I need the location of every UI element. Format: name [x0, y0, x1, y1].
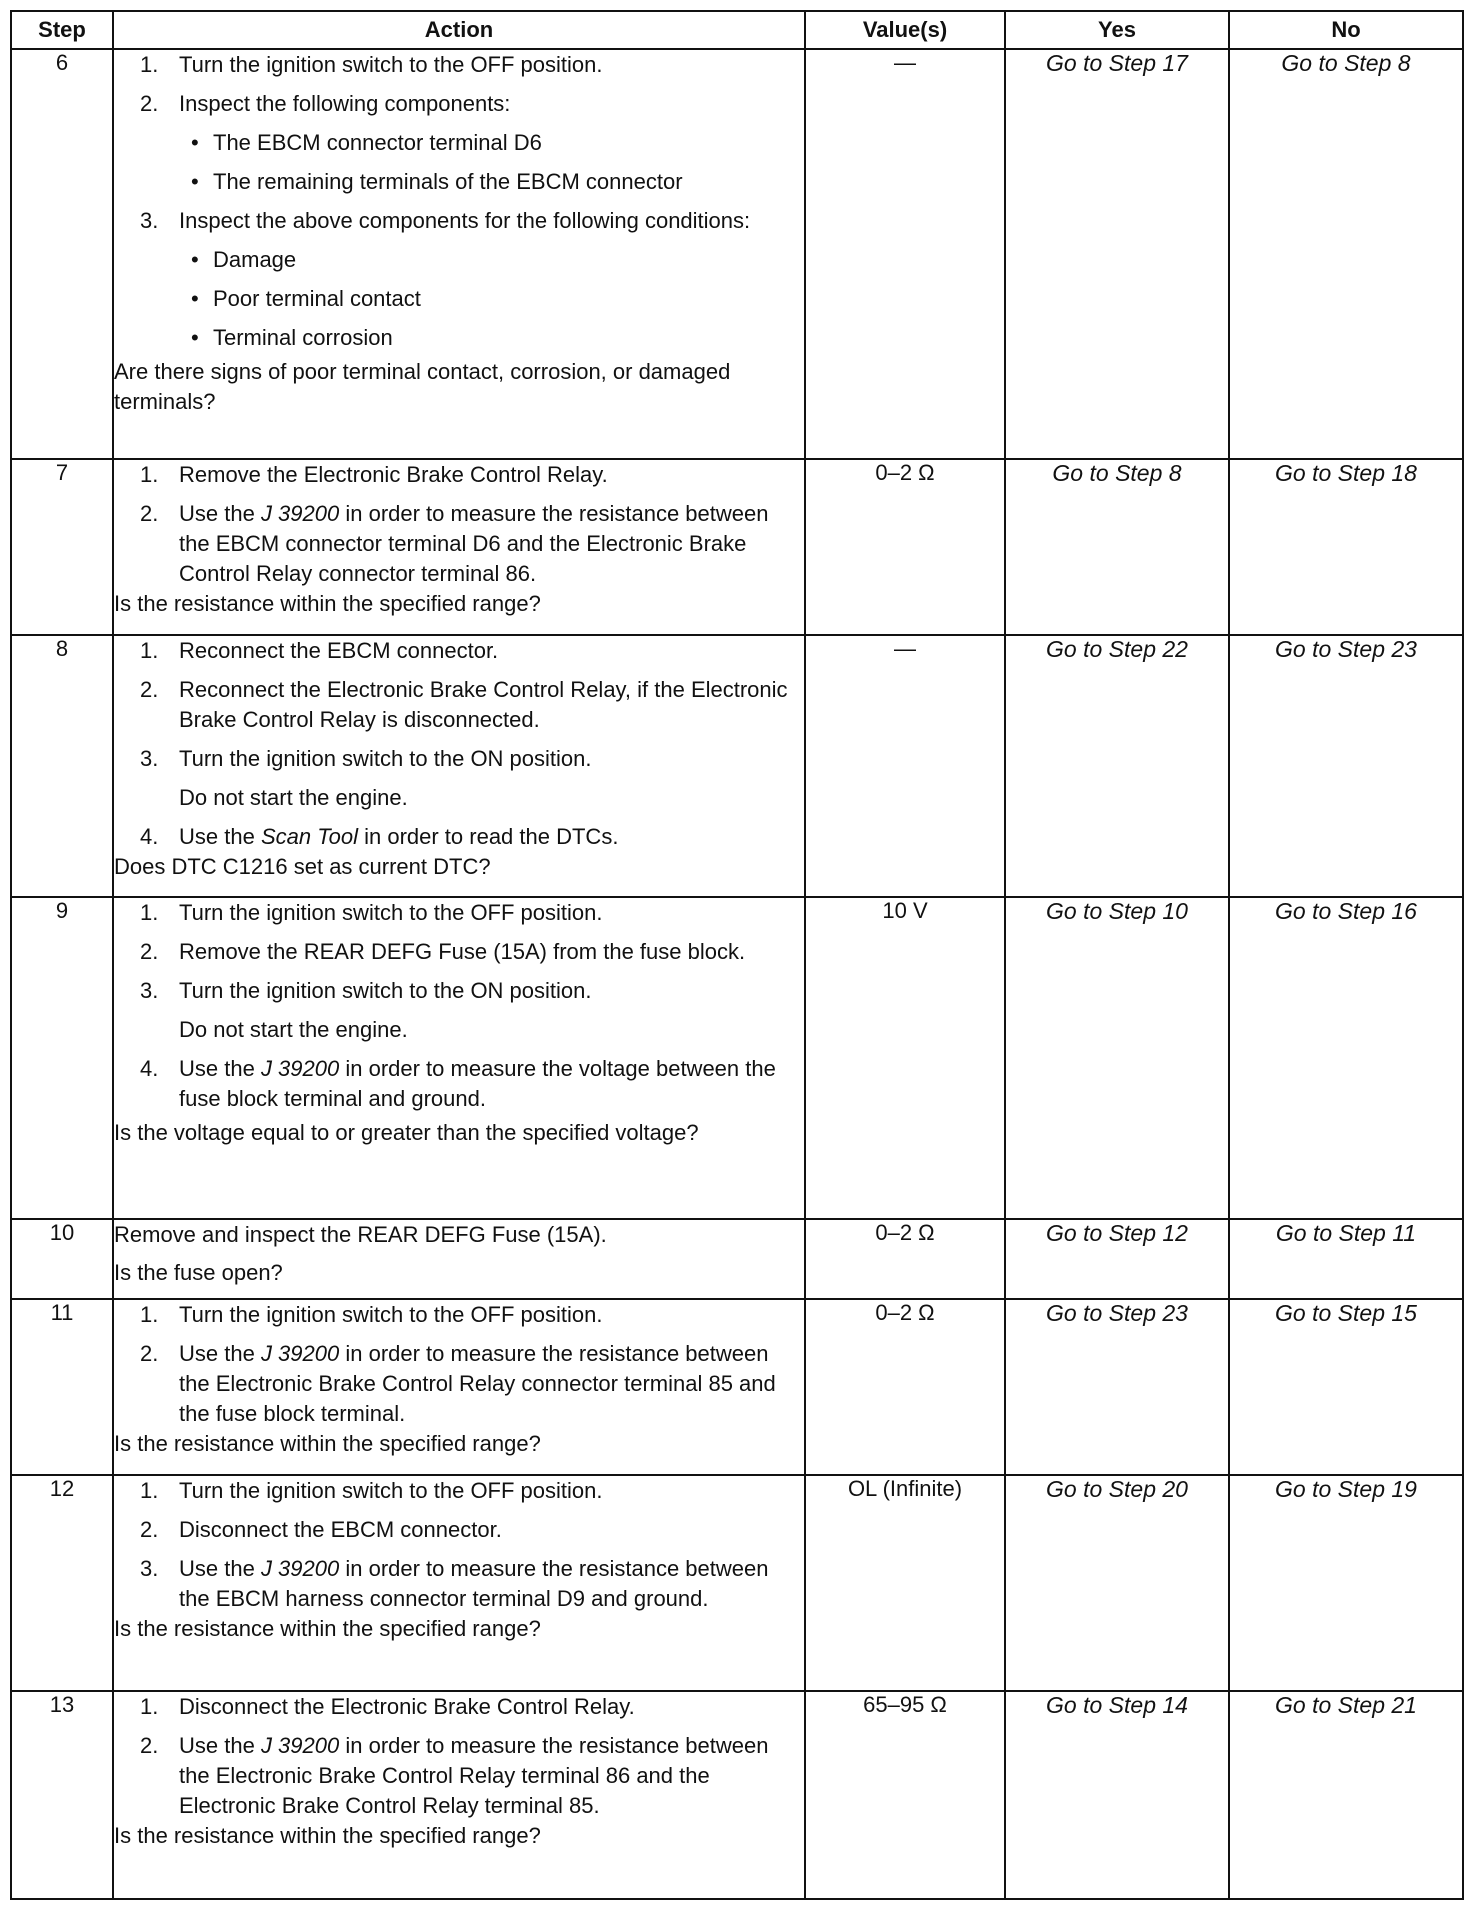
header-yes: Yes: [1005, 11, 1229, 49]
table-row: [11, 1475, 1463, 1691]
question-text: Is the voltage equal to or greater than the specified voltage?: [114, 1120, 699, 1145]
yes-cell: Go to Step 20: [1005, 1475, 1229, 1691]
step-number: 12: [11, 1475, 113, 1691]
list-item: 3. Use the J 39200 in order to measure the resistance between the EBCM harness connector terminal D9 and ground.: [140, 1556, 769, 1611]
table-row: [11, 1219, 1463, 1299]
list-item: 1. Turn the ignition switch to the OFF position.: [140, 1302, 603, 1327]
action-cell: [113, 635, 805, 897]
value-cell: 0–2 Ω: [805, 1299, 1005, 1475]
bullet-item: • Terminal corrosion: [191, 325, 393, 350]
step-number: 11: [11, 1299, 113, 1475]
no-cell: Go to Step 18: [1229, 459, 1463, 635]
step-number: 9: [11, 897, 113, 1219]
tool-name: J 39200: [260, 1341, 340, 1366]
table-row: [11, 1691, 1463, 1899]
no-cell: Go to Step 8: [1229, 49, 1463, 459]
value-cell: 0–2 Ω: [805, 1219, 1005, 1299]
step-number: 8: [11, 635, 113, 897]
no-cell: Go to Step 21: [1229, 1691, 1463, 1899]
note-text: Do not start the engine.: [179, 1017, 408, 1042]
diagnostic-table: [10, 10, 1464, 1900]
action-cell: [113, 1299, 805, 1475]
yes-cell: Go to Step 17: [1005, 49, 1229, 459]
table-row: [11, 459, 1463, 635]
tool-name: J 39200: [260, 1733, 340, 1758]
action-cell: [113, 1691, 805, 1899]
question-text: Is the resistance within the specified range?: [114, 1431, 541, 1456]
action-text: Remove and inspect the REAR DEFG Fuse (15A).: [114, 1222, 607, 1247]
no-cell: Go to Step 11: [1229, 1219, 1463, 1299]
list-item: 2. Reconnect the Electronic Brake Control Relay, if the Electronic Brake Control Relay is disconnected.: [140, 677, 788, 732]
list-item: 3. Inspect the above components for the following conditions:: [140, 208, 751, 233]
list-item: 3. Turn the ignition switch to the ON position.: [140, 978, 592, 1003]
action-cell: [113, 897, 805, 1219]
action-cell: [113, 459, 805, 635]
list-item: 1. Turn the ignition switch to the OFF position.: [140, 900, 603, 925]
list-item: 4. Use the J 39200 in order to measure the voltage between the fuse block terminal and ground.: [140, 1056, 776, 1111]
value-cell: —: [805, 49, 1005, 459]
value-cell: 65–95 Ω: [805, 1691, 1005, 1899]
table-row: [11, 897, 1463, 1219]
action-cell: [113, 1219, 805, 1299]
list-item: 3. Turn the ignition switch to the ON position.: [140, 746, 592, 771]
header-action: Action: [113, 11, 805, 49]
table-row: [11, 635, 1463, 897]
step-number: 7: [11, 459, 113, 635]
tool-name: J 39200: [260, 1056, 340, 1081]
action-cell: [113, 49, 805, 459]
value-cell: OL (Infinite): [805, 1475, 1005, 1691]
list-item: 1. Turn the ignition switch to the OFF position.: [140, 1478, 603, 1503]
list-item: 1. Reconnect the EBCM connector.: [140, 638, 499, 663]
table-header-row: [11, 11, 1463, 49]
value-cell: 10 V: [805, 897, 1005, 1219]
note-text: Do not start the engine.: [179, 785, 408, 810]
list-item: 2. Remove the REAR DEFG Fuse (15A) from the fuse block.: [140, 939, 746, 964]
table-row: [11, 49, 1463, 459]
value-cell: 0–2 Ω: [805, 459, 1005, 635]
list-item: 1. Remove the Electronic Brake Control Relay.: [140, 462, 608, 487]
action-cell: [113, 1475, 805, 1691]
question-text: Are there signs of poor terminal contact, corrosion, or damaged terminals?: [114, 359, 731, 414]
table-row: [11, 1299, 1463, 1475]
yes-cell: Go to Step 23: [1005, 1299, 1229, 1475]
no-cell: Go to Step 15: [1229, 1299, 1463, 1475]
no-cell: Go to Step 23: [1229, 635, 1463, 897]
bullet-item: • Poor terminal contact: [191, 286, 421, 311]
question-text: Is the resistance within the specified range?: [114, 1616, 541, 1641]
list-item: 1. Turn the ignition switch to the OFF position.: [140, 52, 603, 77]
list-item: 2. Inspect the following components:: [140, 91, 511, 116]
yes-cell: Go to Step 22: [1005, 635, 1229, 897]
tool-name: Scan Tool: [260, 824, 358, 849]
bullet-item: • The remaining terminals of the EBCM connector: [191, 169, 683, 194]
list-item: 2. Use the J 39200 in order to measure the resistance between the Electronic Brake Control Relay connector terminal 85 and the fuse block terminal.: [140, 1341, 776, 1426]
yes-cell: Go to Step 12: [1005, 1219, 1229, 1299]
yes-cell: Go to Step 14: [1005, 1691, 1229, 1899]
no-cell: Go to Step 19: [1229, 1475, 1463, 1691]
list-item: 2. Use the J 39200 in order to measure the resistance between the EBCM connector terminal D6 and the Electronic Brake Control Relay connector terminal 86.: [140, 501, 769, 586]
bullet-item: • The EBCM connector terminal D6: [191, 130, 542, 155]
question-text: Does DTC C1216 set as current DTC?: [114, 854, 491, 879]
list-item: 4. Use the Scan Tool in order to read the DTCs.: [140, 824, 619, 849]
step-number: 10: [11, 1219, 113, 1299]
header-no: No: [1229, 11, 1463, 49]
list-item: 2. Disconnect the EBCM connector.: [140, 1517, 502, 1542]
header-step: Step: [11, 11, 113, 49]
tool-name: J 39200: [260, 501, 340, 526]
yes-cell: Go to Step 10: [1005, 897, 1229, 1219]
bullet-item: • Damage: [191, 247, 297, 272]
value-cell: —: [805, 635, 1005, 897]
question-text: Is the resistance within the specified range?: [114, 591, 541, 616]
step-number: 13: [11, 1691, 113, 1899]
list-item: 2. Use the J 39200 in order to measure the resistance between the Electronic Brake Control Relay terminal 86 and the Electronic Brake Control Relay terminal 85.: [140, 1733, 769, 1818]
header-values: Value(s): [805, 11, 1005, 49]
step-number: 6: [11, 49, 113, 459]
yes-cell: Go to Step 8: [1005, 459, 1229, 635]
question-text: Is the resistance within the specified range?: [114, 1823, 541, 1848]
tool-name: J 39200: [260, 1556, 340, 1581]
no-cell: Go to Step 16: [1229, 897, 1463, 1219]
question-text: Is the fuse open?: [114, 1260, 283, 1285]
list-item: 1. Disconnect the Electronic Brake Control Relay.: [140, 1694, 635, 1719]
